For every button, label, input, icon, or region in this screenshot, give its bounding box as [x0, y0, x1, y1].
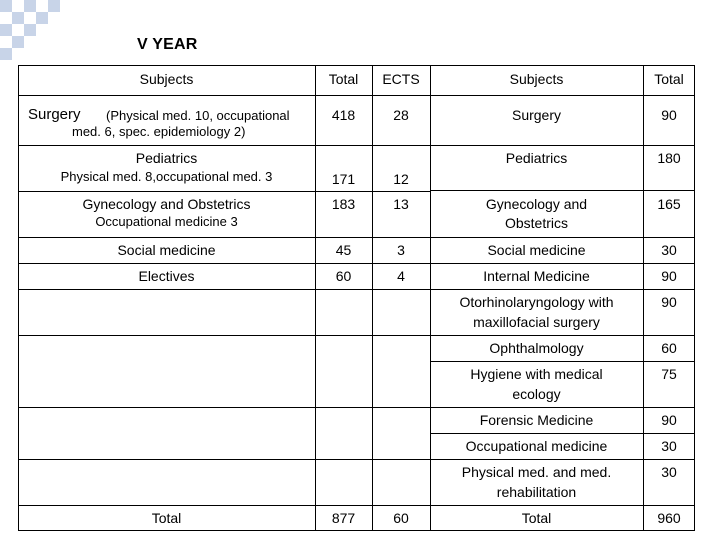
- left-subject-name: Gynecology and Obstetrics: [82, 196, 251, 212]
- row-divider: [18, 145, 695, 146]
- left-total: 418: [331, 107, 356, 123]
- right-subject-name-line2: Obstetrics: [504, 215, 568, 231]
- grand-total-ects: 60: [393, 510, 409, 526]
- left-ects: 28: [393, 107, 409, 123]
- right-subject-name-line2: maxillofacial surgery: [473, 314, 600, 330]
- right-subject-name: Internal Medicine: [483, 268, 590, 284]
- left-total: 45: [335, 242, 352, 258]
- right-subject-name: Gynecology and: [485, 196, 588, 212]
- row-divider: [430, 433, 695, 434]
- right-total: 30: [661, 464, 677, 480]
- right-total: 90: [661, 268, 677, 284]
- right-subject-name: Forensic Medicine: [479, 412, 594, 428]
- left-subject-name: Surgery: [28, 106, 81, 123]
- left-subject-name: Social medicine: [117, 242, 216, 258]
- row-divider: [18, 335, 695, 336]
- header-ects: ECTS: [382, 71, 420, 87]
- row-divider: [430, 190, 695, 191]
- right-subject-name-line2: rehabilitation: [496, 484, 577, 500]
- right-subject-name: Physical med. and med.: [461, 464, 612, 480]
- left-subject-detail: (Physical med. 10, occupational: [106, 108, 290, 123]
- row-divider: [18, 407, 695, 408]
- row-divider: [18, 505, 695, 506]
- grand-total-right: 960: [657, 510, 681, 526]
- left-total: 60: [335, 268, 352, 284]
- left-subject-detail: Physical med. 8,occupational med. 3: [60, 169, 273, 184]
- header-subjects-right: Subjects: [509, 71, 564, 87]
- left-total: 183: [331, 196, 356, 212]
- right-total: 60: [661, 340, 677, 356]
- total-label-right: Total: [521, 510, 552, 526]
- left-ects: 13: [393, 196, 409, 212]
- right-subject-name: Occupational medicine: [465, 438, 608, 454]
- right-total: 90: [661, 107, 677, 123]
- row-divider: [18, 459, 430, 460]
- right-subject-name: Surgery: [511, 107, 562, 123]
- row-divider: [18, 263, 695, 264]
- right-total: 90: [661, 412, 677, 428]
- right-total: 180: [657, 150, 681, 166]
- row-divider: [430, 361, 695, 362]
- right-subject-name: Hygiene with medical: [470, 366, 603, 382]
- row-divider: [18, 95, 695, 96]
- left-ects: 4: [397, 268, 405, 284]
- header-total-left: Total: [328, 71, 359, 87]
- left-subject-name: Pediatrics: [135, 150, 198, 166]
- left-ects: 12: [393, 171, 409, 187]
- row-divider: [18, 289, 695, 290]
- left-ects: 3: [397, 242, 405, 258]
- row-divider: [18, 191, 430, 192]
- right-subject-name-line2: ecology: [512, 386, 561, 402]
- header-subjects-left: Subjects: [139, 71, 194, 87]
- right-total: 30: [661, 438, 677, 454]
- header-total-right: Total: [654, 71, 684, 87]
- right-total: 75: [661, 366, 677, 382]
- grand-total-hours: 877: [331, 510, 356, 526]
- right-subject-name: Otorhinolaryngology with: [459, 294, 614, 310]
- right-subject-name: Ophthalmology: [489, 340, 584, 356]
- left-subject-detail: med. 6, spec. epidemiology 2): [72, 124, 246, 139]
- left-subject-detail: Occupational medicine 3: [95, 214, 238, 229]
- left-total: 171: [331, 171, 356, 187]
- row-divider: [18, 237, 695, 238]
- right-total: 165: [657, 196, 681, 212]
- right-total: 30: [661, 242, 677, 258]
- row-divider: [430, 459, 695, 460]
- page-title: V YEAR: [137, 36, 198, 53]
- right-total: 90: [661, 294, 677, 310]
- decorative-squares-graphic: [0, 0, 60, 60]
- left-subject-name: Electives: [138, 268, 195, 284]
- total-label-left: Total: [151, 510, 182, 526]
- column-divider: [315, 65, 316, 531]
- right-subject-name: Social medicine: [487, 242, 586, 258]
- column-divider: [372, 65, 373, 531]
- right-subject-name: Pediatrics: [505, 150, 568, 166]
